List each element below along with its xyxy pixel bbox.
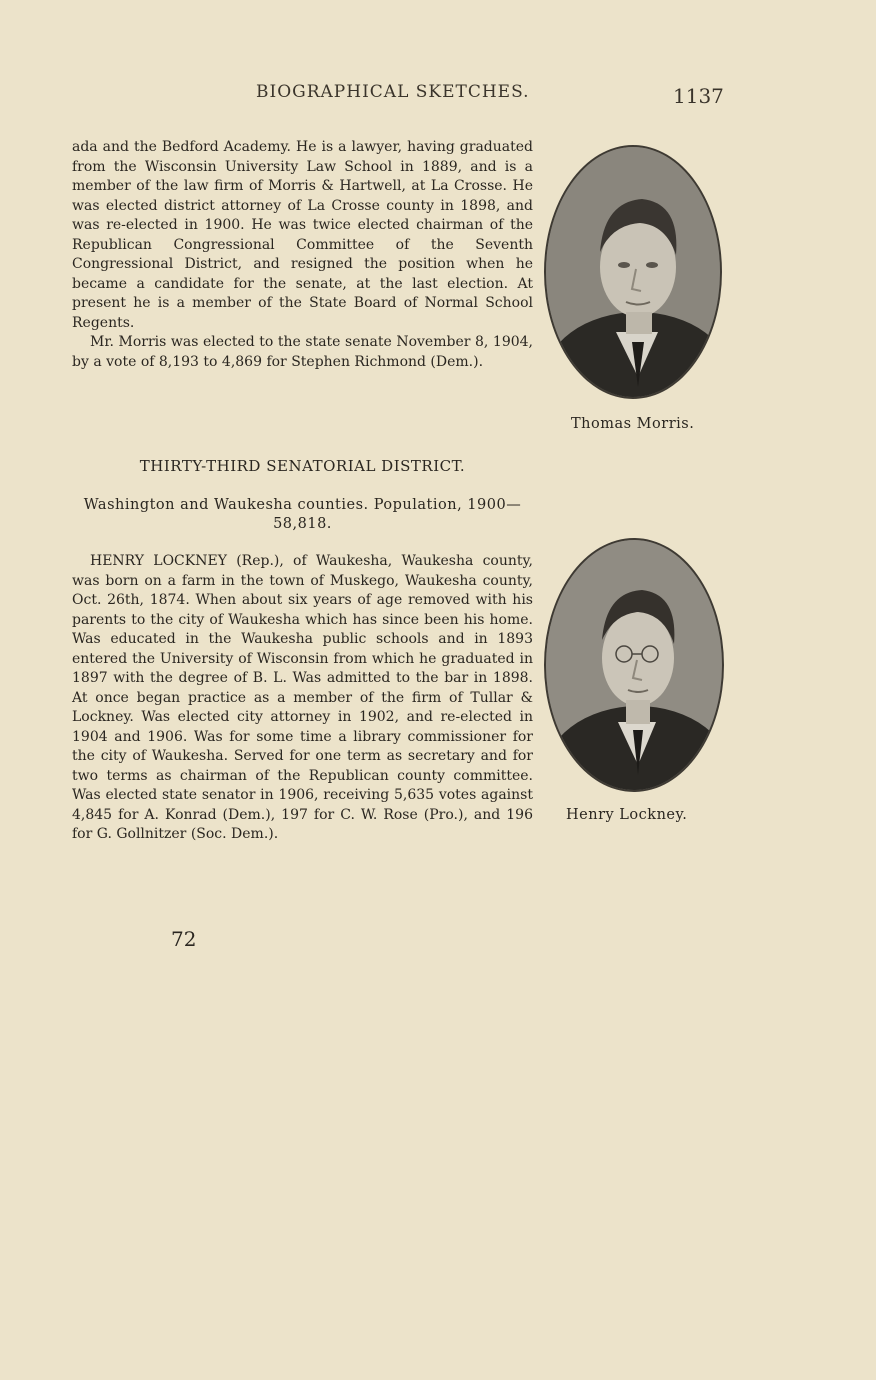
district-heading: THIRTY-THIRD SENATORIAL DISTRICT. — [139, 457, 466, 475]
signature-number: 72 — [171, 927, 197, 951]
morris-paragraph-1: ada and the Bedford Academy. He is a lawyer, having graduated from the Wisconsin University Law School in 1889, and is a member of the law firm of Morris & Hartwell, at La Crosse. He was elected district attorney of La Crosse county in 1898, and was re-elected in 1900. He was twice elected chairman of the Republican Congressional Committee of the Seventh Congressional District, and resigned the position when he became a candidate for the senate, at the last election. At present he is a member of the State Board of Normal School Regents. — [72, 139, 533, 331]
running-head: BIOGRAPHICAL SKETCHES. — [256, 82, 530, 102]
portrait-lockney-image — [546, 540, 722, 790]
district-counties: Washington and Waukesha counties. Population, 1900—58,818. — [83, 497, 522, 532]
morris-biography — [72, 138, 533, 372]
lockney-biography — [72, 552, 533, 845]
portrait-thomas-morris — [544, 145, 722, 399]
caption-thomas-morris: Thomas Morris. — [571, 416, 695, 432]
page-number: 1137 — [673, 84, 724, 108]
portrait-morris-image — [546, 147, 720, 397]
lockney-paragraph: HENRY LOCKNEY (Rep.), of Waukesha, Waukesha county, was born on a farm in the town of Muskego, Waukesha county, Oct. 26th, 1874. When about six years of age removed with his parents to the city of Waukesha which has since been his home. Was educated in the Waukesha public schools and in 1893 entered the University of Wisconsin from which he graduated in 1897 with the degree of B. L. Was admitted to the bar in 1898. At once began practice as a member of the firm of Tullar & Lockney. Was elected city attorney in 1902, and re-elected in 1904 and 1906. Was for some time a library commissioner for the city of Waukesha. Served for one term as secretary and for two terms as chairman of the Republican county committee. Was elected state senator in 1906, receiving 5,635 votes against 4,845 for A. Konrad (Dem.), 197 for C. W. Rose (Pro.), and 196 for G. Gollnitzer (Soc. Dem.). — [72, 553, 533, 842]
caption-henry-lockney: Henry Lockney. — [566, 807, 688, 823]
morris-paragraph-2: Mr. Morris was elected to the state senate November 8, 1904, by a vote of 8,193 to 4,869 for Stephen Richmond (Dem.). — [72, 334, 533, 370]
portrait-henry-lockney — [544, 538, 724, 792]
